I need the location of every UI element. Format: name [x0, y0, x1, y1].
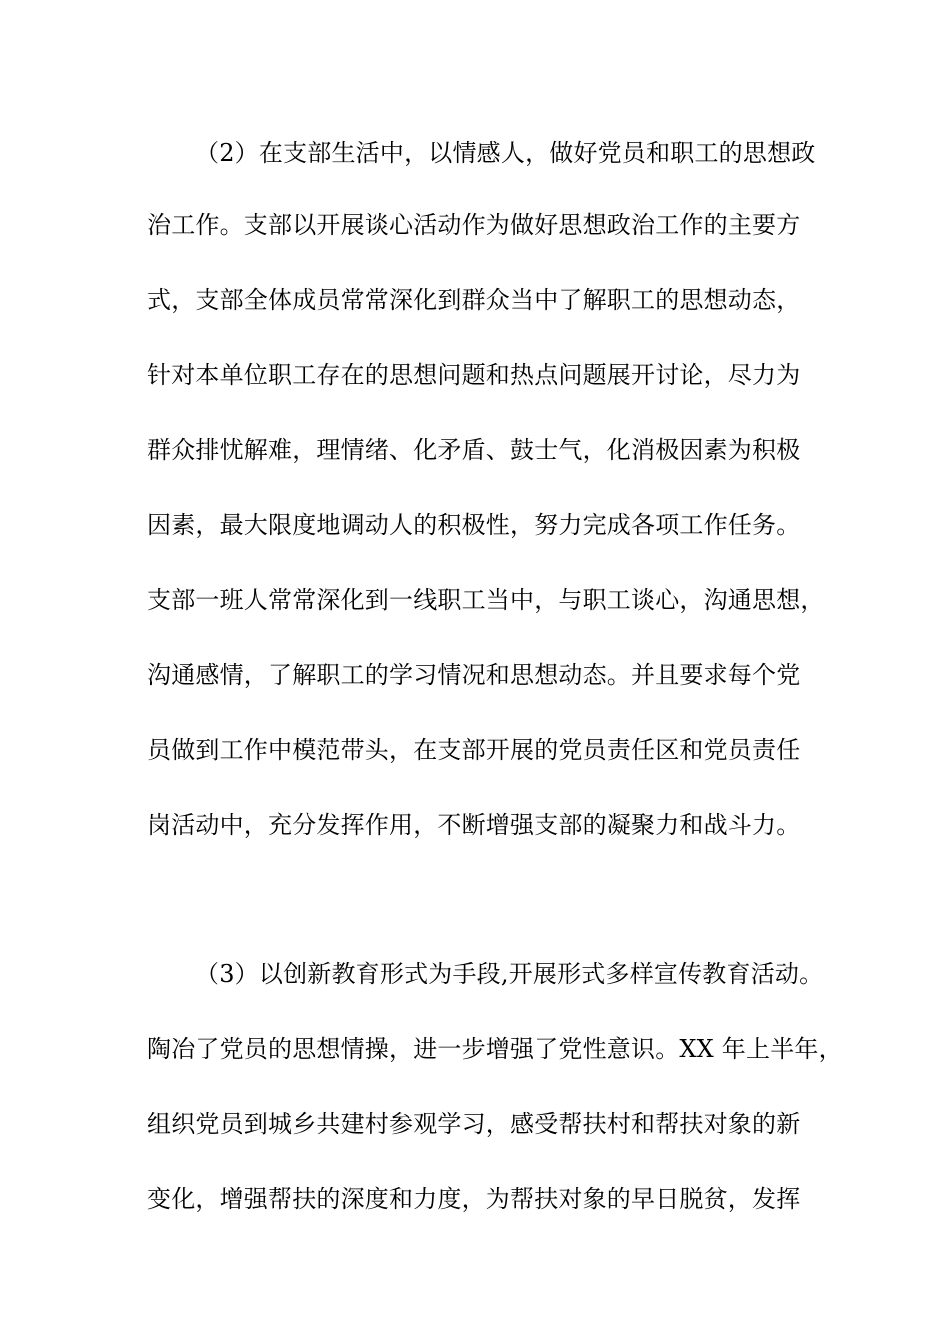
paragraph-line: （2）在支部生活中，以情感人，做好党员和职工的思想政	[195, 139, 816, 167]
paragraph-line: 陶冶了党员的思想情操，进一步增强了党性意识。XX 年上半年，	[147, 1035, 843, 1063]
paragraph-line: 沟通感情，了解职工的学习情况和思想动态。并且要求每个党	[147, 661, 801, 689]
paragraph-line: 群众排忧解难，理情绪、化矛盾、鼓士气，化消极因素为积极	[147, 436, 801, 464]
paragraph-line: 治工作。支部以开展谈心活动作为做好思想政治工作的主要方	[147, 211, 801, 239]
paragraph-line: 支部一班人常常深化到一线职工当中，与职工谈心，沟通思想，	[147, 586, 825, 614]
paragraph-line: 因素，最大限度地调动人的积极性，努力完成各项工作任务。	[147, 511, 801, 539]
paragraph-line: 员做到工作中模范带头，在支部开展的党员责任区和党员责任	[147, 736, 801, 764]
paragraph-line: 变化，增强帮扶的深度和力度，为帮扶对象的早日脱贫，发挥	[147, 1185, 801, 1213]
paragraph-line: 式，支部全体成员常常深化到群众当中了解职工的思想动态，	[147, 286, 801, 314]
paragraph-line: 岗活动中，充分发挥作用，不断增强支部的凝聚力和战斗力。	[147, 811, 801, 839]
paragraph-line: 组织党员到城乡共建村参观学习，感受帮扶村和帮扶对象的新	[147, 1110, 801, 1138]
paragraph-line: （3）以创新教育形式为手段,开展形式多样宣传教育活动。	[195, 960, 824, 988]
paragraph-line: 针对本单位职工存在的思想问题和热点问题展开讨论，尽力为	[147, 361, 801, 389]
